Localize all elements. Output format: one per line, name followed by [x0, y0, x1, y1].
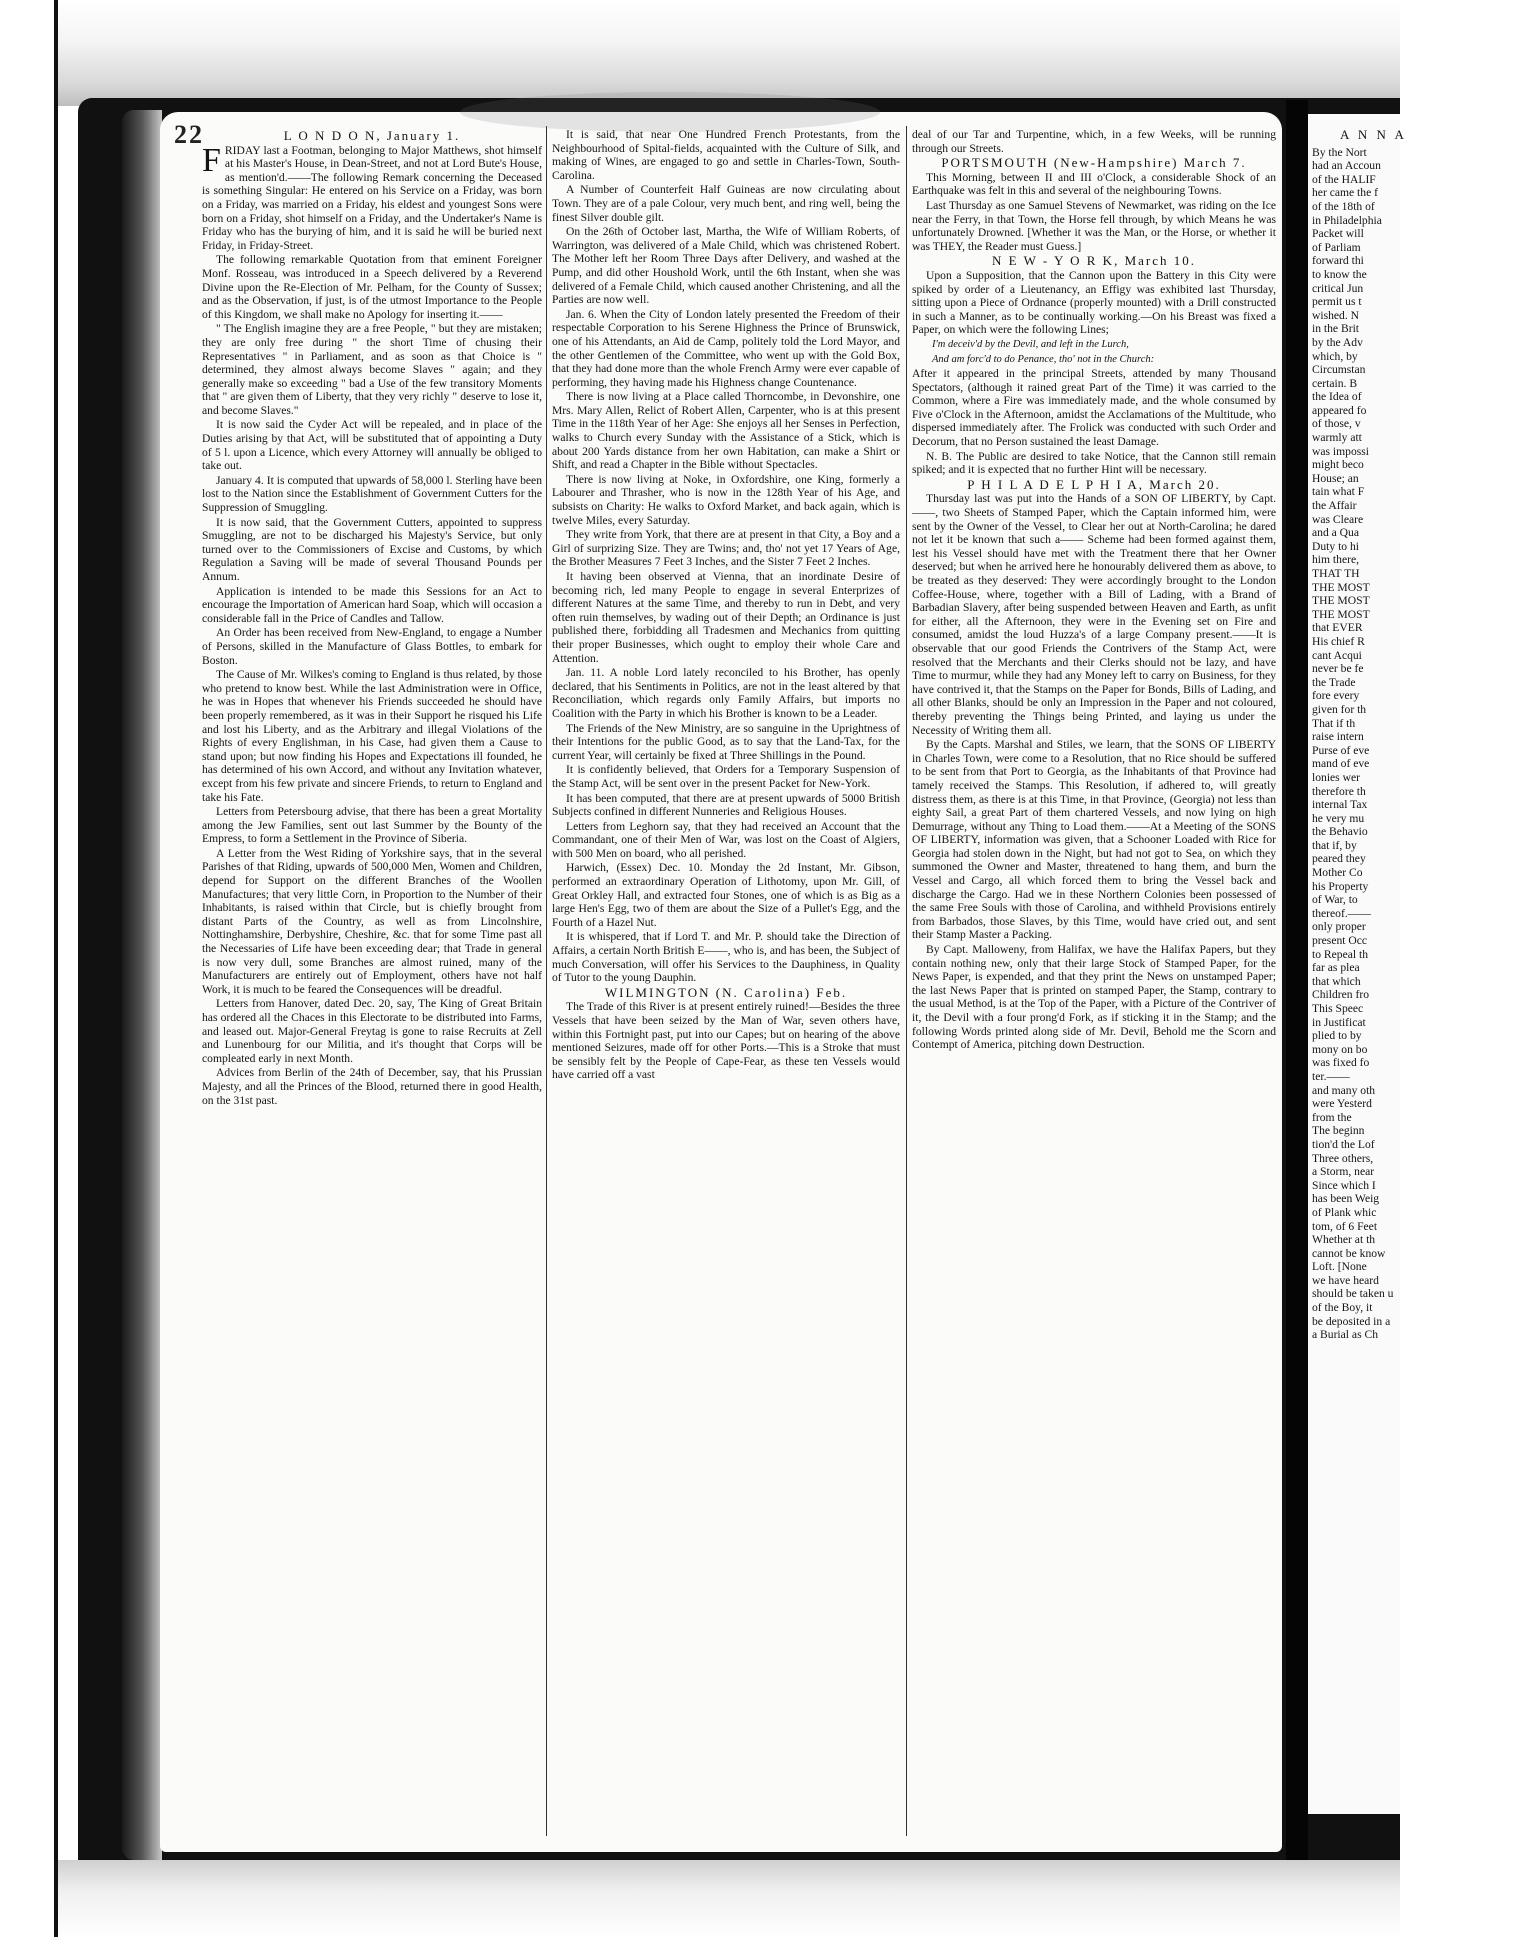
article-paragraph: They write from York, that there are at present in that City, a Boy and a Girl of surprizing Size. They are Twins; and, tho' not yet 17 Years of Age, the Brother Measures 7 Feet 3 Inches, and the Sister 7 Feet 2 Inches.: [552, 528, 900, 569]
facing-page-line: the Behavio: [1312, 825, 1368, 839]
facing-page-line: This Speec: [1312, 1002, 1364, 1015]
facing-page-line: her came the f: [1312, 186, 1378, 200]
facing-page-line: was fixed fo: [1312, 1056, 1370, 1070]
facing-page-line: was impossi: [1312, 444, 1370, 458]
article-paragraph: Advices from Berlin of the 24th of December, say, that his Prussian Majesty, and all the Princes of the Blood, returned there in good Health, on the 31st past.: [202, 1066, 542, 1107]
facing-page-line: ter.——: [1312, 1069, 1350, 1083]
facing-page-line: he very mu: [1312, 811, 1365, 825]
facing-page-line: forward thi: [1312, 254, 1364, 268]
facing-page-line: from the: [1312, 1110, 1352, 1124]
book-gutter: [1286, 100, 1308, 1890]
facing-page-strip: [1308, 114, 1407, 1814]
article-paragraph: By the Capts. Marshal and Stiles, we learn, that the SONS OF LIBERTY in Charles Town, were come to a Resolution, that no Rice should be suffered to be sent from that Port to Georgia, as the Inhabitants of that Province had tamely received the Stamps. This Resolution, if adhered to, will greatly distress them, as there is at this Time, in that Province, (Georgia) not less than eighty Sail, a great Part of them chartered Vessels, and now lying on high Demurrage, without any Thing to Load them.——At a Meeting of the SONS OF LIBERTY, information was given, that a Schooner Loaded with Rice for Georgia had stolen down in the Night, but had not got to Sea, on which they summoned the Owner and Master, threatened to hang them, and burn the Vessel and Cargo, all which forced them to bring the Vessel back and discharge the Cargo. Had we in these Northern Colonies been possessed of the same Free Souls with those of Carolina, and withheld Provisions entirely from Barbados, those Slaves, by this Time, would have cried out, and sent their Stamp Master a Packing.: [912, 738, 1276, 942]
facing-page-line: cannot be know: [1312, 1246, 1386, 1260]
column-rule-2: [906, 126, 907, 1836]
facing-page-line: That if th: [1312, 716, 1356, 730]
article-paragraph: deal of our Tar and Turpentine, which, in a few Weeks, will be running through our Streets.: [912, 128, 1276, 155]
article-paragraph: A Number of Counterfeit Half Guineas are now circulating about Town. They are of a pale Colour, very much bent, and ring well, being the finest Silver double gilt.: [552, 183, 900, 224]
article-paragraph: The Cause of Mr. Wilkes's coming to England is thus related, by those who pretend to know best. While the last Administration were in Office, he was in Hopes that whenever his Friends succeeded he should have been properly remembered, as it was in their Support he risqued his Life and lost his Liberty, and as the Arbitrary and illegal Violations of the Rights of every Englishman, in his Case, had given them a Cause to stand upon; but now finding his Hopes and Expectations ill founded, he has determined of his own Accord, and without any Invitation whatever, except from his few private and sincere Friends, to return to England and take his Fate.: [202, 668, 542, 804]
article-paragraph: By Capt. Malloweny, from Halifax, we have the Halifax Papers, but they contain nothing new, only that their large Stock of Stamped Paper, for the News Paper, is expended, and that they print the News on unstamped Paper; the last News Paper that is printed on stamped Paper, the Stamp, contrary to the usual Method, is at the Top of the Paper, with a Picture of the Contriver of it, the Devil with a four prong'd Fork, as if sticking it in the Stamp; and the following Words printed along side of Mr. Devil, Behold me the Scorn and Contempt of America, pitching down Destruction.: [912, 943, 1276, 1052]
page-number: 22: [174, 120, 204, 149]
facing-page-line: Whether at th: [1312, 1233, 1376, 1247]
article-paragraph: Letters from Hanover, dated Dec. 20, say, The King of Great Britain has ordered all the Chaces in this Electorate to be distributed into Farms, and leased out. Major-General Freytag is gone to raise Recruits at Zell and Lunenbourg for our Militia, and it's thought that Corps will be compleated early in next Month.: [202, 997, 542, 1065]
facing-page-line: Children fro: [1312, 988, 1369, 1002]
facing-page-line: the Trade: [1312, 675, 1356, 689]
facing-page-line: and a Qua: [1312, 526, 1359, 540]
facing-page-line: which, by: [1312, 349, 1358, 363]
article-dateline: P H I L A D E L P H I A, March 20.: [967, 476, 1221, 492]
facing-page-line: his Property: [1312, 879, 1369, 893]
page-curl-edge: [122, 110, 162, 1860]
facing-page-line: by the Adv: [1312, 335, 1363, 349]
facing-page-line: in Justificat: [1312, 1015, 1366, 1029]
article-paragraph: Letters from Petersbourg advise, that there has been a great Mortality among the Jew Families, sent out last Summer by the Bounty of the Empress, to form a Settlement in the Province of Siberia.: [202, 805, 542, 846]
column-rule-1: [546, 126, 547, 1836]
article-dateline: N E W - Y O R K, March 10.: [991, 253, 1196, 269]
facing-page-line: peared they: [1312, 852, 1366, 866]
column-1: [202, 128, 542, 1846]
scanner-frame-left: [0, 0, 58, 1937]
facing-page-line: in Philadelphia: [1312, 213, 1382, 227]
facing-page-line: Three others,: [1312, 1151, 1374, 1165]
facing-page-line: THE MOST: [1312, 607, 1370, 621]
facing-page-line: cant Acqui: [1312, 648, 1362, 662]
article-paragraph: Application is intended to be made this Sessions for an Act to encourage the Importation of American hard Soap, which will occasion a considerable fall in the Price of Candles and Tallow.: [202, 584, 542, 625]
facing-page-line: should be taken u: [1312, 1287, 1394, 1301]
facing-page-line: present Occ: [1312, 934, 1368, 948]
facing-page-line: we have heard: [1312, 1273, 1379, 1287]
facing-page-line: fore every: [1312, 689, 1360, 703]
facing-page-line: Mother Co: [1312, 866, 1363, 880]
article-paragraph: January 4. It is computed that upwards of 58,000 l. Sterling have been lost to the Nation since the Establishment of Government Cutters for the Suppression of Smuggling.: [202, 473, 542, 515]
facing-page-line: of the 18th of: [1312, 199, 1375, 213]
facing-page-line: Packet will: [1312, 227, 1364, 241]
drop-cap: F: [202, 141, 221, 179]
facing-page-line: of War, to: [1312, 893, 1358, 907]
article-paragraph: It is said, that near One Hundred French Protestants, from the Neighbourhood of Spital-fields, acquainted with the Culture of Silk, and making of Wines, are engaged to go and settle in Charles-Town, South-Carolina.: [552, 128, 900, 182]
facing-page-line: that which: [1312, 974, 1361, 988]
facing-page-line: a Storm, near: [1312, 1165, 1375, 1179]
newspaper-page: [160, 112, 1282, 1852]
facing-page-line: tain what F: [1312, 485, 1365, 499]
facing-page-line: raise intern: [1312, 730, 1364, 744]
facing-page-line: THE MOST: [1312, 594, 1370, 608]
facing-page-line: lonies wer: [1312, 770, 1360, 784]
article-paragraph: The Trade of this River is at present entirely ruined!—Besides the three Vessels that have been seized by the Man of War, seven others have, within this Fortnight past, put into our Capes; but on hearing of the above mentioned Seizures, made off for other Ports.—This is a Stroke that must be sensibly felt by the People of Cape-Fear, as these ten Vessels would have carried off a vast: [552, 1000, 900, 1082]
facing-page-line: were Yesterd: [1312, 1097, 1372, 1111]
article-paragraph: Harwich, (Essex) Dec. 10. Monday the 2d Instant, Mr. Gibson, performed an extraordinary Operation of Lithotomy, upon Mr. Gill, of Great Orkley Hall, and extracted four Stones, one of which is as Big as a large Hen's Egg, two of them are about the Size of a Pullet's Egg, and the Fourth of a Hazel Nut.: [552, 861, 900, 929]
article-paragraph: An Order has been received from New-England, to engage a Number of Persons, skilled in the Manufacture of Glass Bottles, to embark for Boston.: [202, 626, 542, 667]
facing-page-line: tom, of 6 Feet: [1312, 1219, 1378, 1233]
article-paragraph: It is whispered, that if Lord T. and Mr. P. should take the Direction of Affairs, a certain North British E——, who is, and has been, the Subject of much Conversation, will offer his Services to the Dauphiness, in Quality of Tutor to the young Dauphin.: [552, 930, 900, 985]
article-paragraph: It is now said the Cyder Act will be repealed, and in place of the Duties arising by that Act, will be substituted that of appointing a Duty of 5 l. upon a Licence, which every Attorney will annually be obliged to take out.: [202, 418, 542, 473]
article-paragraph: Jan. 11. A noble Lord lately reconciled to his Brother, has openly declared, that his Sentiments in Politics, are not in the least altered by that Reconciliation, which regards only Family Affairs, but imports no Coalition with the Party in which his Brother is known to be a Leader.: [552, 666, 900, 720]
scan-smudge: [460, 92, 880, 132]
facing-page-line: THAT TH: [1312, 567, 1360, 580]
facing-page-line: him there,: [1312, 553, 1360, 567]
facing-page-line: in the Brit: [1312, 322, 1360, 336]
article-paragraph: Upon a Supposition, that the Cannon upon the Battery in this City were spiked by order of a Lieutenancy, an Effigy was exhibited last Thursday, sitting upon a Piece of Ordnance (properly mounted) with a Drill constructed in such a Manner, as to be continually working.—On his Breast was fixed a Paper, on which were the following Lines;: [912, 268, 1276, 337]
facing-page-line: Since which I: [1312, 1178, 1376, 1192]
facing-page-line: Duty to hi: [1312, 539, 1360, 553]
article-paragraph: N. B. The Public are desired to take Notice, that the Cannon still remain spiked; and it is expected that no further Hint will be necessary.: [912, 449, 1276, 477]
facing-page-line: wished. N: [1312, 308, 1360, 322]
facing-page-line: of Plank whic: [1312, 1205, 1377, 1219]
article-paragraph: It having been observed at Vienna, that an inordinate Desire of becoming rich, led many People to engage in several Enterprizes of different Natures at the same Time, and thereby to run in Debt, and very often ruin themselves, by wading out of their Depth; an Ordinance is just published there, forbidding all Tradesmen and Mechanics from quitting their proper Businesses, which ought to employ their whole Care and Attention.: [552, 570, 900, 665]
facing-page-line: only proper: [1312, 920, 1366, 934]
facing-page-line: Circumstan: [1312, 363, 1366, 377]
verse-line: I'm deceiv'd by the Devil, and left in the Lurch,: [932, 338, 1129, 350]
scanner-shadow-top: [58, 0, 1400, 106]
facing-page-column: [1312, 114, 1522, 1342]
verse-line: And am forc'd to do Penance, tho' not in the Church:: [932, 353, 1155, 365]
article-paragraph: There is now living at Noke, in Oxfordshire, one King, formerly a Labourer and Thrasher, who is now in the 128th Year of his Age, and subsists on Charity: He walks to Oxford Market, and back again, which is twelve Miles, every Saturday.: [552, 472, 900, 527]
facing-page-line: permit us t: [1312, 295, 1362, 309]
facing-page-line: was Cleare: [1312, 512, 1364, 526]
facing-page-lines: [1312, 146, 1522, 1342]
facing-page-line: THE MOST: [1312, 580, 1370, 594]
article-paragraph: The Friends of the New Ministry, are so sanguine in the Uprightness of their Intentions for the public Good, as to say that the Land-Tax, for the current Year, will certainly be fixed at Three Shillings in the Pound.: [552, 721, 900, 762]
article-paragraph: " The English imagine they are a free People, " but they are mistaken; they are only free during " the short Time of chusing their Representatives " in Parliament, and as soon as that Choice is " determined, they almost always become Slaves " again; and they generally make so exceeding " bad a Use of the few transitory Moments that " are given them of Liberty, that they very richly " deserve to lose it, and become Slaves.": [202, 322, 542, 417]
article-paragraph: It is now said, that the Government Cutters, appointed to suppress Smuggling, are not to be discharged his Majesty's Service, but only turned over to the Commissioners of Excise and Customs, by which Regulation a Saving will be made of several Thousand Pounds per Annum.: [202, 515, 542, 583]
facing-page-line: House; an: [1312, 471, 1359, 485]
facing-page-line: might beco: [1312, 458, 1364, 472]
article-paragraph: It has been computed, that there are at present upwards of 5000 British Subjects confined in different Nunneries and Religious Houses.: [552, 791, 900, 819]
article-text: RIDAY last a Footman, belonging to Major Matthews, shot himself at his Master's House, in Dean-Street, and not at Lord Bute's House, as mention'd.——The following Remark concerning the Deceased is something Singular: He entered on his Service on a Friday, was born on a Friday, was married on a Friday, his eldest and youngest Sons were born on a Friday, shot himself on a Friday, and the Undertaker's Name is Friday who has the burying of him, and it is said he will be buried next Friday, in Friday-Street.: [202, 143, 542, 252]
facing-page-line: appeared fo: [1312, 403, 1367, 417]
facing-page-line: plied to by: [1312, 1029, 1362, 1043]
facing-page-line: a Burial as Ch: [1312, 1328, 1379, 1342]
article-paragraph: On the 26th of October last, Martha, the Wife of William Roberts, of Warrington, was delivered of a Male Child, which was christened Robert. The Mother left her Room Three Days after Delivery, and washed at the Pump, and did other Houshold Work, until the 6th Instant, when she was delivered of a Female Child, which caused another Christening, and all the Parties are now well.: [552, 225, 900, 307]
article-paragraph: It is confidently believed, that Orders for a Temporary Suspension of the Stamp Act, will be sent over in the present Packet for New-York.: [552, 763, 900, 790]
scanner-shadow-bottom: [58, 1860, 1400, 1937]
facing-page-line: certain. B: [1312, 376, 1358, 390]
facing-page-line: warmly att: [1312, 431, 1362, 445]
facing-page-line: to know the: [1312, 267, 1367, 281]
facing-page-line: By the Nort: [1312, 145, 1367, 159]
facing-page-line: never be fe: [1312, 662, 1364, 676]
facing-page-line: mony on bo: [1312, 1042, 1368, 1056]
facing-page-line: that EVER: [1312, 621, 1363, 635]
facing-page-line: that if, by: [1312, 838, 1357, 852]
article-paragraph: Thursday last was put into the Hands of a SON OF LIBERTY, by Capt.——, two Sheets of Stamped Paper, which the Captain informed him, were sent by the Owner of the Vessel, to Clear her out at North-Carolina; he dared not let it be known that such a—— Scheme had been formed against them, lest his Vessel should have met with the Treatment there that her Owner deserved; but when he arrived here he honourably delivered them as above, to be treated as they deserved: They were accordingly brought to the London Coffee-House, where, together with a Bill of Lading, with a Brand of Barbadian Slavery, after being suspended between Heaven and Earth, as unfit for either, all the Afternoon, they were in the Evening set on Fire and consumed, amidst the loud Huzza's of a large Company present.——It is observable that our good Friends the Contrivers of the Stamp Act, were resolved that the Merchants and their Clerks should not be lazy, and have Time to murmur, while they had any Money left to carry on Business, for they have contrived it, that the Stamps on the Paper for Bonds, Bills of Lading, and all other Blanks, should be only an Impression in the Paper and not coloured, thereby preventing the Things being Printed, and laying us under the Necessity of Writing them all.: [912, 492, 1276, 737]
article-paragraph: Last Thursday as one Samuel Stevens of Newmarket, was riding on the Ice near the Ferry, in that Town, the Horse fell through, by which Means he was unfortunately Drowned. [Whether it was the Man, or the Horse, or whether it was THEY, the Reader must Guess.]: [912, 198, 1276, 253]
facing-page-line: of those, v: [1312, 417, 1361, 431]
facing-page-line: His chief R: [1312, 634, 1365, 648]
facing-page-line: thereof.——: [1312, 906, 1371, 920]
facing-page-line: had an Accoun: [1312, 159, 1381, 173]
article-paragraph: The following remarkable Quotation from that eminent Foreigner Monf. Rosseau, was introduced in a Speech delivered by a Reverend Divine upon the Re-Election of Mr. Pelham, for the County of Sussex; and as the Observation, if just, is of the utmost Importance to the People of this Kingdom, we shall make no Apology for inserting it.——: [202, 253, 542, 321]
facing-page-line: has been Weig: [1312, 1192, 1380, 1206]
facing-page-line: the Idea of: [1312, 390, 1362, 404]
article-paragraph: After it appeared in the principal Streets, attended by many Thousand Spectators, (although it rained great Part of the Time) it was carried to the Common, where a Fire was immediately made, and the whole consumed by Five o'Clock in the Afternoon, amidst the Acclamations of the Multitude, who dispersed immediately after. The Frolick was conducted with such Order and Decorum, that no Person sustained the least Damage.: [912, 367, 1276, 449]
facing-page-heading: A N N A: [1340, 127, 1407, 142]
facing-page-line: The beginn: [1312, 1124, 1365, 1138]
article-dateline: PORTSMOUTH (New-Hampshire) March 7.: [941, 155, 1247, 171]
facing-page-line: tion'd the Lof: [1312, 1137, 1375, 1151]
facing-page-line: therefore th: [1312, 784, 1366, 798]
facing-page-line: mand of eve: [1312, 757, 1370, 771]
facing-page-line: of Parliam: [1312, 240, 1361, 254]
article-paragraph: [202, 141, 542, 253]
article-dateline: WILMINGTON (N. Carolina) Feb.: [604, 984, 848, 1000]
facing-page-line: the Affair: [1312, 499, 1357, 513]
facing-page-line: and many oth: [1312, 1083, 1376, 1097]
article-paragraph: Letters from Leghorn say, that they had received an Account that the Commandant, one of their Men of War, was lost on the Coast of Algiers, with 500 Men on board, who all perished.: [552, 819, 900, 860]
facing-page-line: to Repeal th: [1312, 947, 1369, 961]
facing-page-line: of the HALIF: [1312, 172, 1376, 186]
article-paragraph: This Morning, between II and III o'Clock, a considerable Shock of an Earthquake was felt in this and several of the neighbouring Towns.: [912, 170, 1276, 198]
column-3: [912, 128, 1276, 1846]
article-paragraph: Jan. 6. When the City of London lately presented the Freedom of their respectable Corporation to his Serene Highness the Prince of Brunswick, one of his Attendants, an Aid de Camp, politely told the Lord Mayor, and the other Gentlemen of the Committee, who went up with the Gold Box, that they had done more than the whole French Army were ever capable of performing, they having made his Highness change Countenance.: [552, 307, 900, 389]
facing-page-line: given for th: [1312, 702, 1367, 716]
column-2: [552, 128, 900, 1846]
facing-page-line: far as plea: [1312, 961, 1360, 975]
facing-page-line: Purse of eve: [1312, 743, 1370, 757]
article-dateline: L O N D O N, January 1.: [283, 128, 461, 143]
article-paragraph: A Letter from the West Riding of Yorkshire says, that in the several Parishes of that Riding, upwards of 500,000 Men, Women and Children, depend for Support on the different Branches of the Woollen Manufactures; that very little Corn, in Proportion to the Number of their Inhabitants, is raised within that Circle, but is chiefly brought from distant Parts of the Country, as well as from Lincolnshire, Nottinghamshire, Derbyshire, Cheshire, &c. that for some Time past all the Necessaries of Life have been exceeding dear; that Trade in general is now very dull, some Branches are almost ruined, many of the Manufacturers are entirely out of Employment, others have not half Work, it is much to be feared the Consequences will be dreadful.: [202, 846, 542, 996]
facing-page-line: internal Tax: [1312, 798, 1368, 812]
facing-page-line: be deposited in a: [1312, 1314, 1391, 1328]
facing-page-line: of the Boy, it: [1312, 1301, 1373, 1315]
facing-page-line: Loft. [None: [1312, 1260, 1367, 1274]
facing-page-line: critical Jun: [1312, 281, 1364, 295]
article-paragraph: There is now living at a Place called Thorncombe, in Devonshire, one Mrs. Mary Allen, Relict of Robert Allen, Carpenter, who is at this present Time in the 118th Year of her Age: She enjoys all her Senses in Perfection, walks to Church every Sunday with the Assistance of a Stick, which is about 200 Yards distance from her own Habitation, can make a Shirt or Shift, and read a Chapter in the Bible without Spectacles.: [552, 390, 900, 472]
